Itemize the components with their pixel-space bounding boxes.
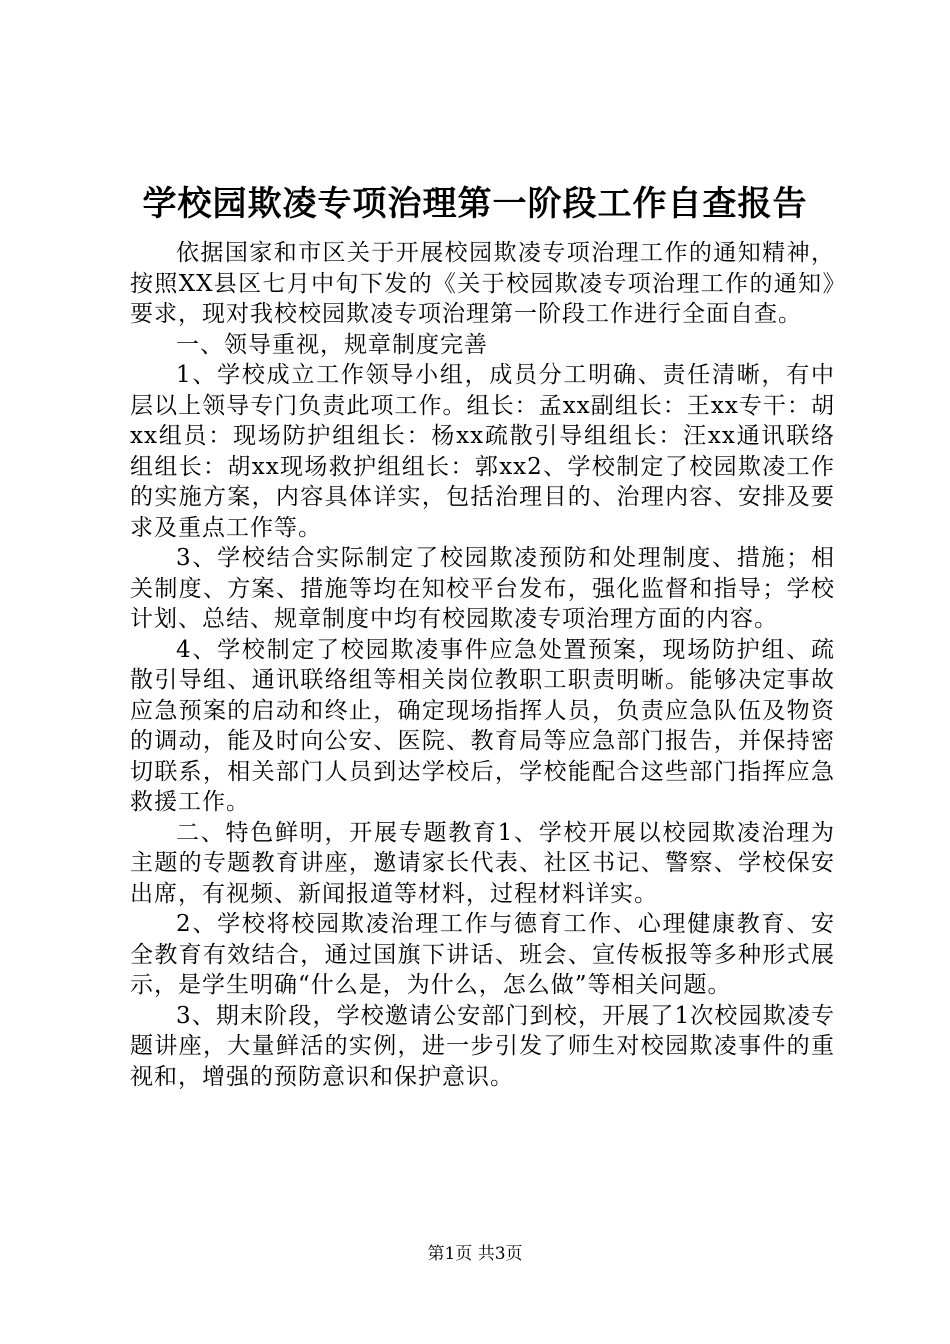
- paragraph-1: 1、学校成立工作领导小组，成员分工明确、责任清晰，有中层以上领导专门负责此项工作。组长：孟xx副组长：王xx专干：胡xx组员：现场防护组组长：杨xx疏散引导组组长：汪xx通讯联络组组长：胡xx现场救护组组长：郭xx2、学校制定了校园欺凌工作的实施方案，内容具体详实，包括治理目的、治理内容、安排及要求及重点工作等。: [130, 362, 835, 541]
- section-heading-1: 一、领导重视，规章制度完善: [176, 331, 488, 358]
- document-body: [130, 238, 835, 1092]
- paragraph-2-3: 3、期末阶段，学校邀请公安部门到校，开展了1次校园欺凌专题讲座，大量鲜活的实例，进一步引发了师生对校园欺凌事件的重视和，增强的预防意识和保护意识。: [130, 1002, 835, 1090]
- page-number-footer: 第1页 共3页: [427, 1244, 523, 1264]
- paragraph-3: 3、学校结合实际制定了校园欺凌预防和处理制度、措施；相关制度、方案、措施等均在知校平台发布，强化监督和指导；学校计划、总结、规章制度中均有校园欺凌专项治理方面的内容。: [130, 545, 835, 632]
- paragraph-2-2: 2、学校将校园欺凌治理工作与德育工作、心理健康教育、安全教育有效结合，通过国旗下讲话、班会、宣传板报等多种形式展示，是学生明确“什么是，为什么，怎么做”等相关问题。: [130, 911, 835, 998]
- paragraph-4: 4、学校制定了校园欺凌事件应急处置预案，现场防护组、疏散引导组、通讯联络组等相关岗位教职工职责明晰。能够决定事故应急预案的启动和终止，确定现场指挥人员，负责应急队伍及物资的调动，能及时向公安、医院、教育局等应急部门报告，并保持密切联系，相关部门人员到达学校后，学校能配合这些部门指挥应急救援工作。: [130, 636, 835, 815]
- section-heading-2: 二、特色鲜明，开展专题教育1、学校开展以校园欺凌治理为主题的专题教育讲座，邀请家长代表、社区书记、警察、学校保安出席，有视频、新闻报道等材料，过程材料详实。: [130, 819, 835, 907]
- document-title: 学校园欺凌专项治理第一阶段工作自查报告: [142, 184, 808, 224]
- paragraph-intro: 依据国家和市区关于开展校园欺凌专项治理工作的通知精神，按照XX县区七月中旬下发的《关于校园欺凌专项治理工作的通知》要求，现对我校校园欺凌专项治理第一阶段工作进行全面自查。: [130, 240, 835, 327]
